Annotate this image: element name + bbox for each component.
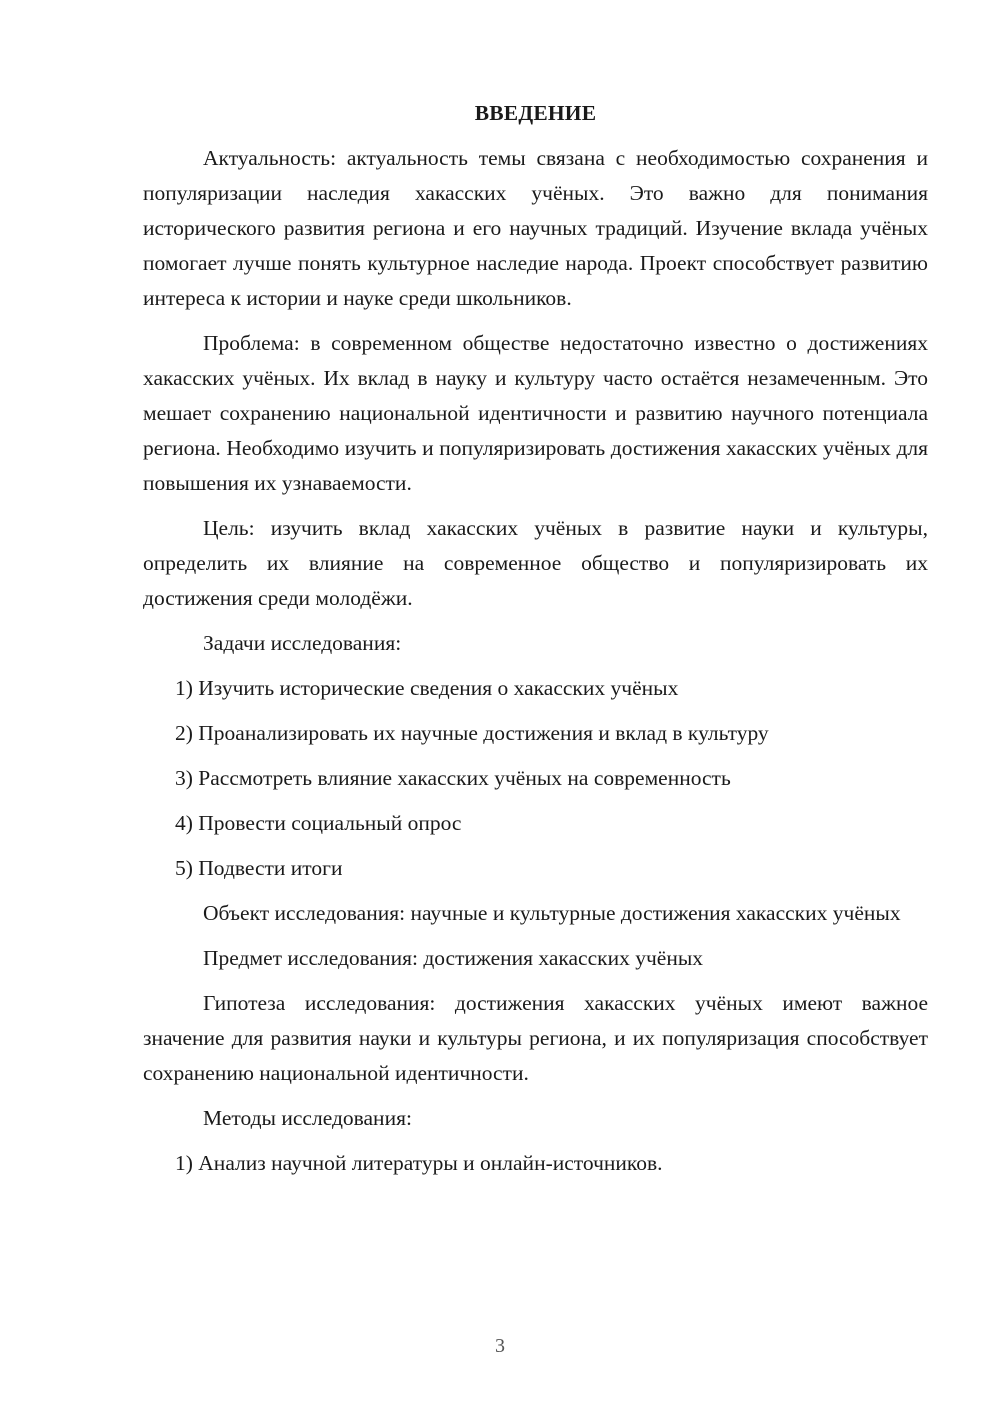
task-item: 3) Рассмотреть влияние хакасских учёных на современность	[175, 766, 731, 790]
hypothesis-paragraph: Гипотеза исследования: достижения хакасских учёных имеют важное значение для развития науки и культуры региона, и их популяризация способствует сохранению национальной идентичности.	[143, 991, 928, 1085]
task-item: 5) Подвести итоги	[175, 856, 343, 880]
goal-paragraph: Цель: изучить вклад хакасских учёных в развитие науки и культуры, определить их влияние на современное общество и популяризировать их достижения среди молодёжи.	[143, 516, 928, 610]
task-item: 1) Изучить исторические сведения о хакасских учёных	[175, 676, 679, 700]
page-number: 3	[495, 1335, 505, 1357]
subject-paragraph: Предмет исследования: достижения хакасских учёных	[203, 946, 704, 970]
object-paragraph: Объект исследования: научные и культурные достижения хакасских учёных	[203, 901, 901, 925]
method-item: 1) Анализ научной литературы и онлайн-источников.	[175, 1151, 663, 1175]
task-item: 2) Проанализировать их научные достижения и вклад в культуру	[175, 721, 769, 745]
page-body	[143, 96, 928, 1191]
relevance-paragraph: Актуальность: актуальность темы связана с необходимостью сохранения и популяризации наследия хакасских учёных. Это важно для понимания исторического развития региона и его научных традиций. Изучение вклада учёных помогает лучше понять культурное наследие народа. Проект способствует развитию интереса к истории и науке среди школьников.	[143, 146, 928, 310]
section-title: ВВЕДЕНИЕ	[474, 101, 597, 125]
task-item: 4) Провести социальный опрос	[175, 811, 462, 835]
tasks-heading: Задачи исследования:	[203, 631, 402, 655]
problem-paragraph: Проблема: в современном обществе недостаточно известно о достижениях хакасских учёных. Их вклад в науку и культуру часто остаётся незамеченным. Это мешает сохранению национальной идентичности и развитию научного потенциала региона. Необходимо изучить и популяризировать достижения хакасских учёных для повышения их узнаваемости.	[143, 331, 928, 495]
methods-heading: Методы исследования:	[203, 1106, 412, 1130]
